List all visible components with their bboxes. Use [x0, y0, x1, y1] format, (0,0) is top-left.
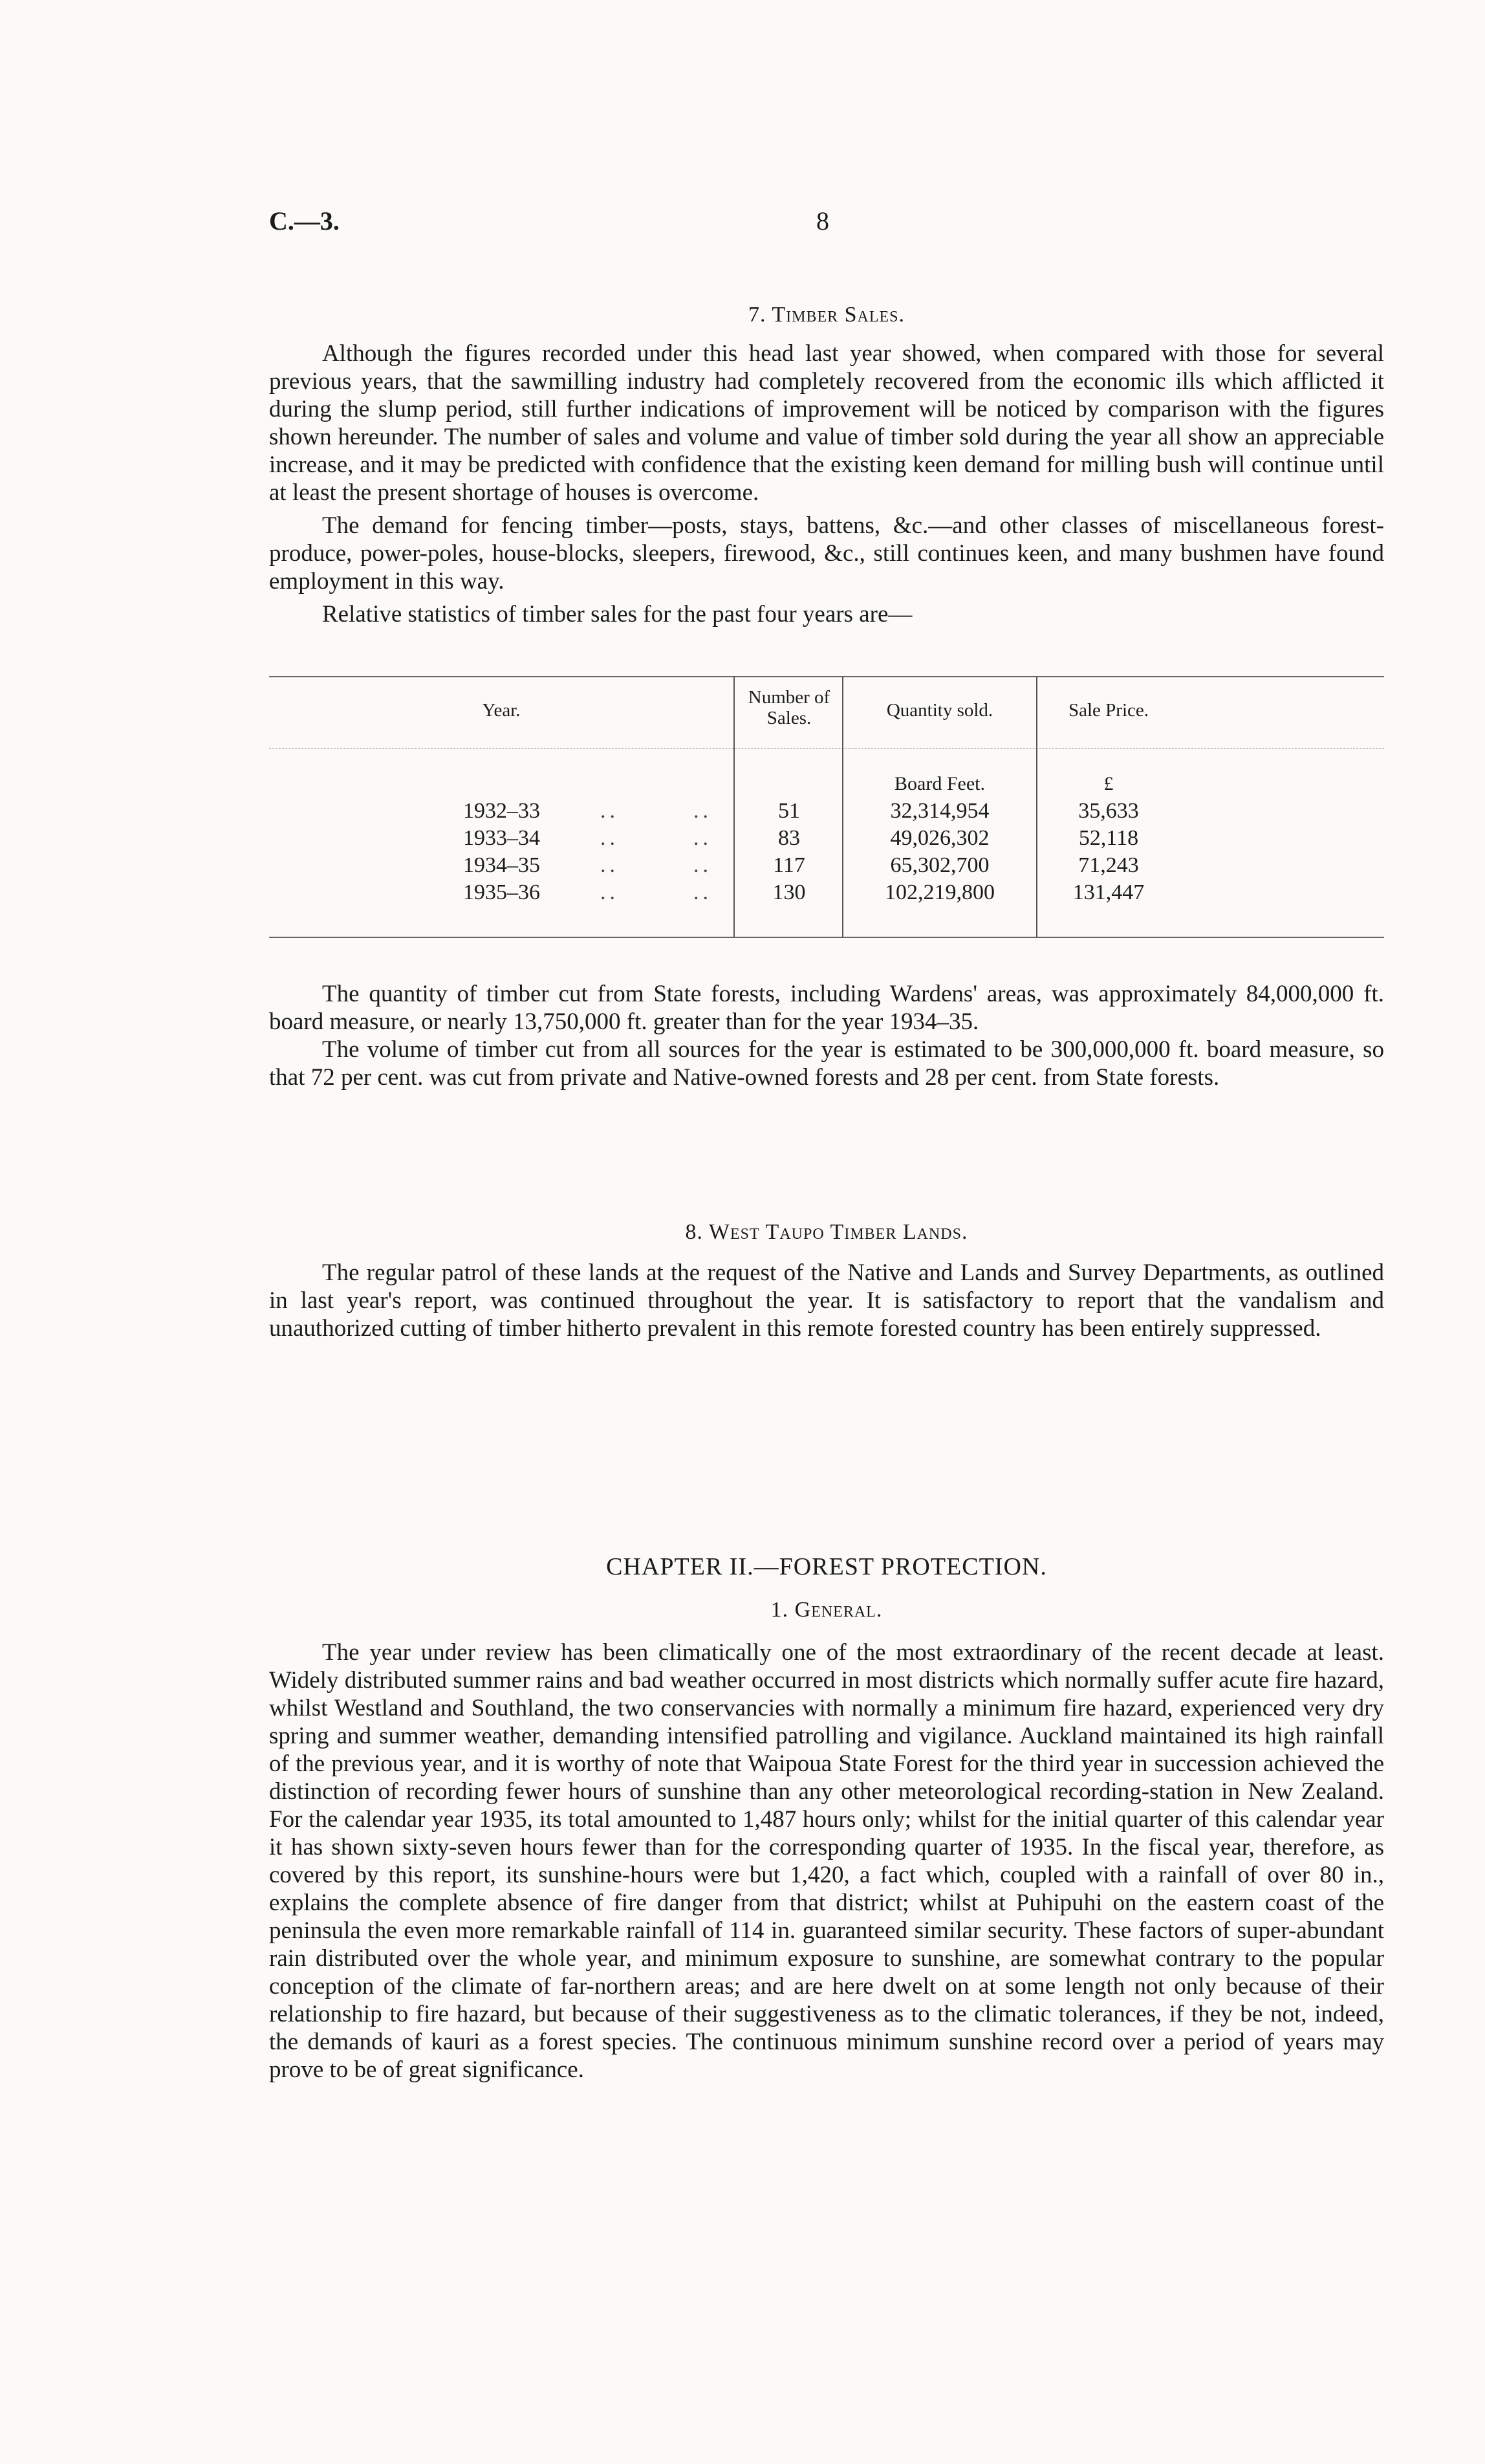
table-row-year: 1933–34	[463, 826, 540, 850]
page-number: 8	[816, 206, 829, 235]
chapter-title: CHAPTER II.—FOREST PROTECTION.	[606, 1553, 1047, 1580]
table-row-price: 131,447	[1072, 880, 1145, 904]
table-row-sales: 117	[773, 853, 805, 877]
column-header-year: Year.	[482, 700, 521, 721]
column-header-sale-price: Sale Price.	[1068, 700, 1149, 721]
paragraph: The quantity of timber cut from State forests, including Wardens' areas, was approximately 84,000,000 ft. board measure, or nearly 13,750,000 ft. greater than for the year 1934–35.	[269, 981, 1384, 1035]
section-west-taupo	[269, 1259, 1384, 1342]
leader-dots: ..	[600, 799, 619, 823]
unit-board-feet: Board Feet.	[894, 773, 985, 794]
table-row-sales: 51	[778, 799, 800, 823]
paragraph: The year under review has been climatically one of the most extraordinary of the recent decade at least. Widely distributed summer rains and bad weather occurred in most districts which normally suffer acute fire hazard, whilst Westland and Southland, the two conservancies with normally a minimum fire hazard, experienced very dry spring and summer weather, demanding intensified patrolling and vigilance. Auckland maintained its high rainfall of the previous year, and it is worthy of note that Waipoua State Forest for the third year in succession achieved the distinction of recording fewer hours of sunshine than any other meteorological recording-station in New Zealand. For the calendar year 1935, its total amounted to 1,487 hours only; whilst for the initial quarter of this calendar year it has shown sixty-seven hours fewer than for the corresponding quarter of 1935. In the fiscal year, therefore, as covered by this report, its sunshine-hours were but 1,420, a fact which, coupled with a rainfall of over 80 in., explains the complete absence of fire danger from that district; whilst at Puhipuhi on the eastern coast of the peninsula the even more remarkable rainfall of 114 in. guaranteed similar security. These factors of super-abundant rain distributed over the whole year, and minimum exposure to sunshine, are somewhat contrary to the popular conception of the climate of far-northern areas; and are here dwelt on at some length not only because of their relationship to fire hazard, but because of their suggestiveness as to the climatic tolerances, if they be not, indeed, the demands of kauri as a forest species. The continuous minimum sunshine record over a period of years may prove to be of great significance.	[269, 1639, 1384, 2083]
leader-dots: ..	[693, 853, 712, 877]
table-row-price: 35,633	[1078, 799, 1139, 823]
table-header-rule	[269, 748, 1384, 749]
column-header-quantity-sold: Quantity sold.	[886, 700, 993, 721]
paragraph: The demand for fencing timber—posts, stays, battens, &c.—and other classes of miscellaneous forest-produce, power-poles, house-blocks, sleepers, firewood, &c., still continues keen, and many bushmen have found employment in this way.	[269, 512, 1384, 594]
leader-dots: ..	[600, 853, 619, 877]
section-title-timber-sales: 7. Timber Sales.	[748, 303, 905, 327]
section-timber-sales-notes	[269, 980, 1384, 1091]
section-title-west-taupo: 8. West Taupo Timber Lands.	[685, 1220, 968, 1244]
table-bottom-rule	[269, 937, 1384, 938]
leader-dots: ..	[600, 880, 619, 904]
table-row-quantity: 65,302,700	[890, 853, 990, 877]
section-general	[269, 1639, 1384, 2084]
table-row-price: 52,118	[1078, 826, 1139, 850]
leader-dots: ..	[693, 880, 712, 904]
table-row-sales: 130	[772, 880, 806, 904]
paragraph: Although the figures recorded under this head last year showed, when compared with those for several previous years, that the sawmilling industry had completely recovered from the economic ills which afflicted it during the slump period, still further indications of improvement will be noticed by comparison with the figures shown hereunder. The number of sales and volume and value of timber sold during the year all show an appreciable increase, and it may be predicted with confidence that the existing keen demand for milling bush will continue until at least the present shortage of houses is overcome.	[269, 340, 1384, 506]
table-row-price: 71,243	[1078, 853, 1139, 877]
section-title-general: 1. General.	[770, 1598, 883, 1622]
table-column-divider	[733, 676, 735, 937]
table-top-rule	[269, 676, 1384, 677]
paragraph: The volume of timber cut from all sources for the year is estimated to be 300,000,000 ft. board measure, so that 72 per cent. was cut from private and Native-owned forests and 28 per cent. from State forests.	[269, 1036, 1384, 1091]
section-timber-sales-intro	[269, 340, 1384, 628]
table-row-year: 1935–36	[463, 880, 540, 904]
column-header-number-of-sales: Number of Sales.	[748, 687, 830, 728]
table-row-quantity: 102,219,800	[885, 880, 995, 904]
document-reference: C.—3.	[269, 206, 340, 235]
table-row-year: 1932–33	[463, 799, 540, 823]
paragraph: Relative statistics of timber sales for the past four years are—	[322, 601, 913, 627]
table-row-sales: 83	[778, 826, 800, 850]
table-row-quantity: 32,314,954	[890, 799, 990, 823]
leader-dots: ..	[693, 826, 712, 850]
leader-dots: ..	[693, 799, 712, 823]
unit-pound-sign: £	[1103, 773, 1114, 794]
table-row-year: 1934–35	[463, 853, 540, 877]
paragraph: The regular patrol of these lands at the request of the Native and Lands and Survey Departments, as outlined in last year's report, was continued throughout the year. It is satisfactory to report that the vandalism and unauthorized cutting of timber hitherto prevalent in this remote forested country has been entirely suppressed.	[269, 1259, 1384, 1342]
leader-dots: ..	[600, 826, 619, 850]
table-row-quantity: 49,026,302	[890, 826, 990, 850]
